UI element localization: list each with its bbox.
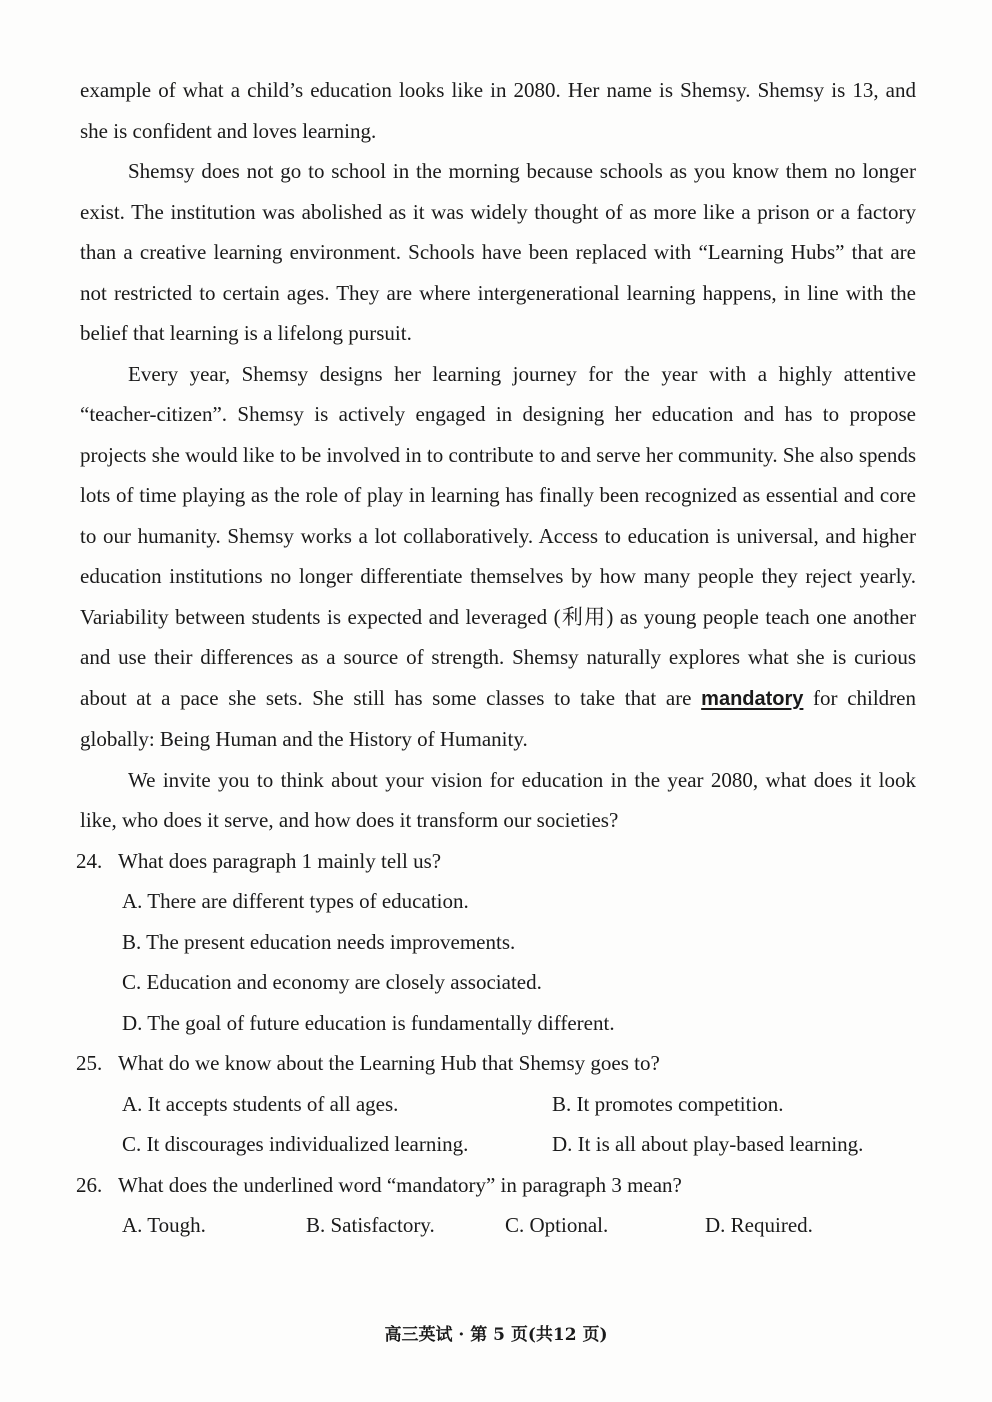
question-25	[76, 1043, 916, 1084]
option-25-a[interactable]: A. It accepts students of all ages.	[122, 1091, 399, 1116]
option-24-a[interactable]: A. There are different types of education.	[122, 889, 469, 913]
option-row-25-cd	[122, 1124, 916, 1165]
page-footer: 高三英试 · 第 5 页(共12 页)	[384, 1325, 608, 1345]
paragraph-4: We invite you to think about your vision for education in the year 2080, what does it look like, who does it serve, and how does it transform our societies?	[80, 767, 916, 832]
option-26-a[interactable]: A. Tough.	[122, 1213, 206, 1237]
page-content	[76, 70, 916, 1246]
option-26-c[interactable]: C. Optional.	[505, 1213, 609, 1237]
option-24-c[interactable]: C. Education and economy are closely associated.	[122, 970, 542, 994]
paragraph-3-part-2: for children globally: Being Human and the History of Humanity.	[80, 685, 916, 751]
question-26	[76, 1165, 916, 1206]
question-stem: What does the underlined word “mandatory” in paragraph 3 mean?	[118, 1172, 682, 1197]
question-number: 24.	[76, 848, 103, 873]
question-number: 25.	[76, 1051, 103, 1075]
option-24-d[interactable]: D. The goal of future education is fundamentally different.	[122, 1010, 615, 1035]
question-stem: What does paragraph 1 mainly tell us?	[118, 848, 442, 873]
option-26-d[interactable]: D. Required.	[705, 1213, 813, 1237]
option-row-25-ab	[122, 1084, 916, 1125]
option-26-b[interactable]: B. Satisfactory.	[306, 1213, 435, 1237]
option-24-b[interactable]: B. The present education needs improvements.	[122, 929, 516, 954]
paragraph-2: Shemsy does not go to school in the morning because schools as you know them no longer exist. The institution was abolished as it was widely thought of as more like a prison or a factory than a creative learning environment. Schools have been replaced with “Learning Hubs” that are not restricted to certain ages. They are where intergenerational learning happens, in line with the belief that learning is a lifelong pursuit.	[80, 159, 916, 345]
question-stem: What do we know about the Learning Hub that Shemsy goes to?	[118, 1051, 660, 1075]
option-25-b[interactable]: B. It promotes competition.	[552, 1091, 784, 1116]
question-24	[76, 841, 916, 882]
question-number: 26.	[76, 1172, 103, 1197]
option-row-26	[122, 1205, 916, 1246]
underlined-word: mandatory	[701, 687, 804, 710]
option-25-d[interactable]: D. It is all about play-based learning.	[552, 1132, 864, 1156]
option-25-c[interactable]: C. It discourages individualized learning.	[122, 1132, 469, 1156]
paragraph-1-continued: example of what a child’s education looks like in 2080. Her name is Shemsy. Shemsy is 13, and she is confident and loves learning.	[80, 78, 916, 143]
paragraph-3-part-1: Every year, Shemsy designs her learning journey for the year with a highly attentive “teacher-citizen”. Shemsy is actively engaged in designing her education and has to propose projects she would like to be involved in to contribute to and serve her community. She also spends lots of time playing as the role of play in learning has finally been recognized as essential and core to our humanity. Shemsy works a lot collaboratively. Access to education is universal, and higher education institutions no longer differentiate themselves by how many people they reject yearly. Variability between students is expected and leveraged (利用) as young people teach one another and use their differences as a source of strength. Shemsy naturally explores what she is curious about at a pace she sets. She still has some classes to take that are	[80, 361, 916, 710]
paragraph-3	[80, 354, 916, 760]
